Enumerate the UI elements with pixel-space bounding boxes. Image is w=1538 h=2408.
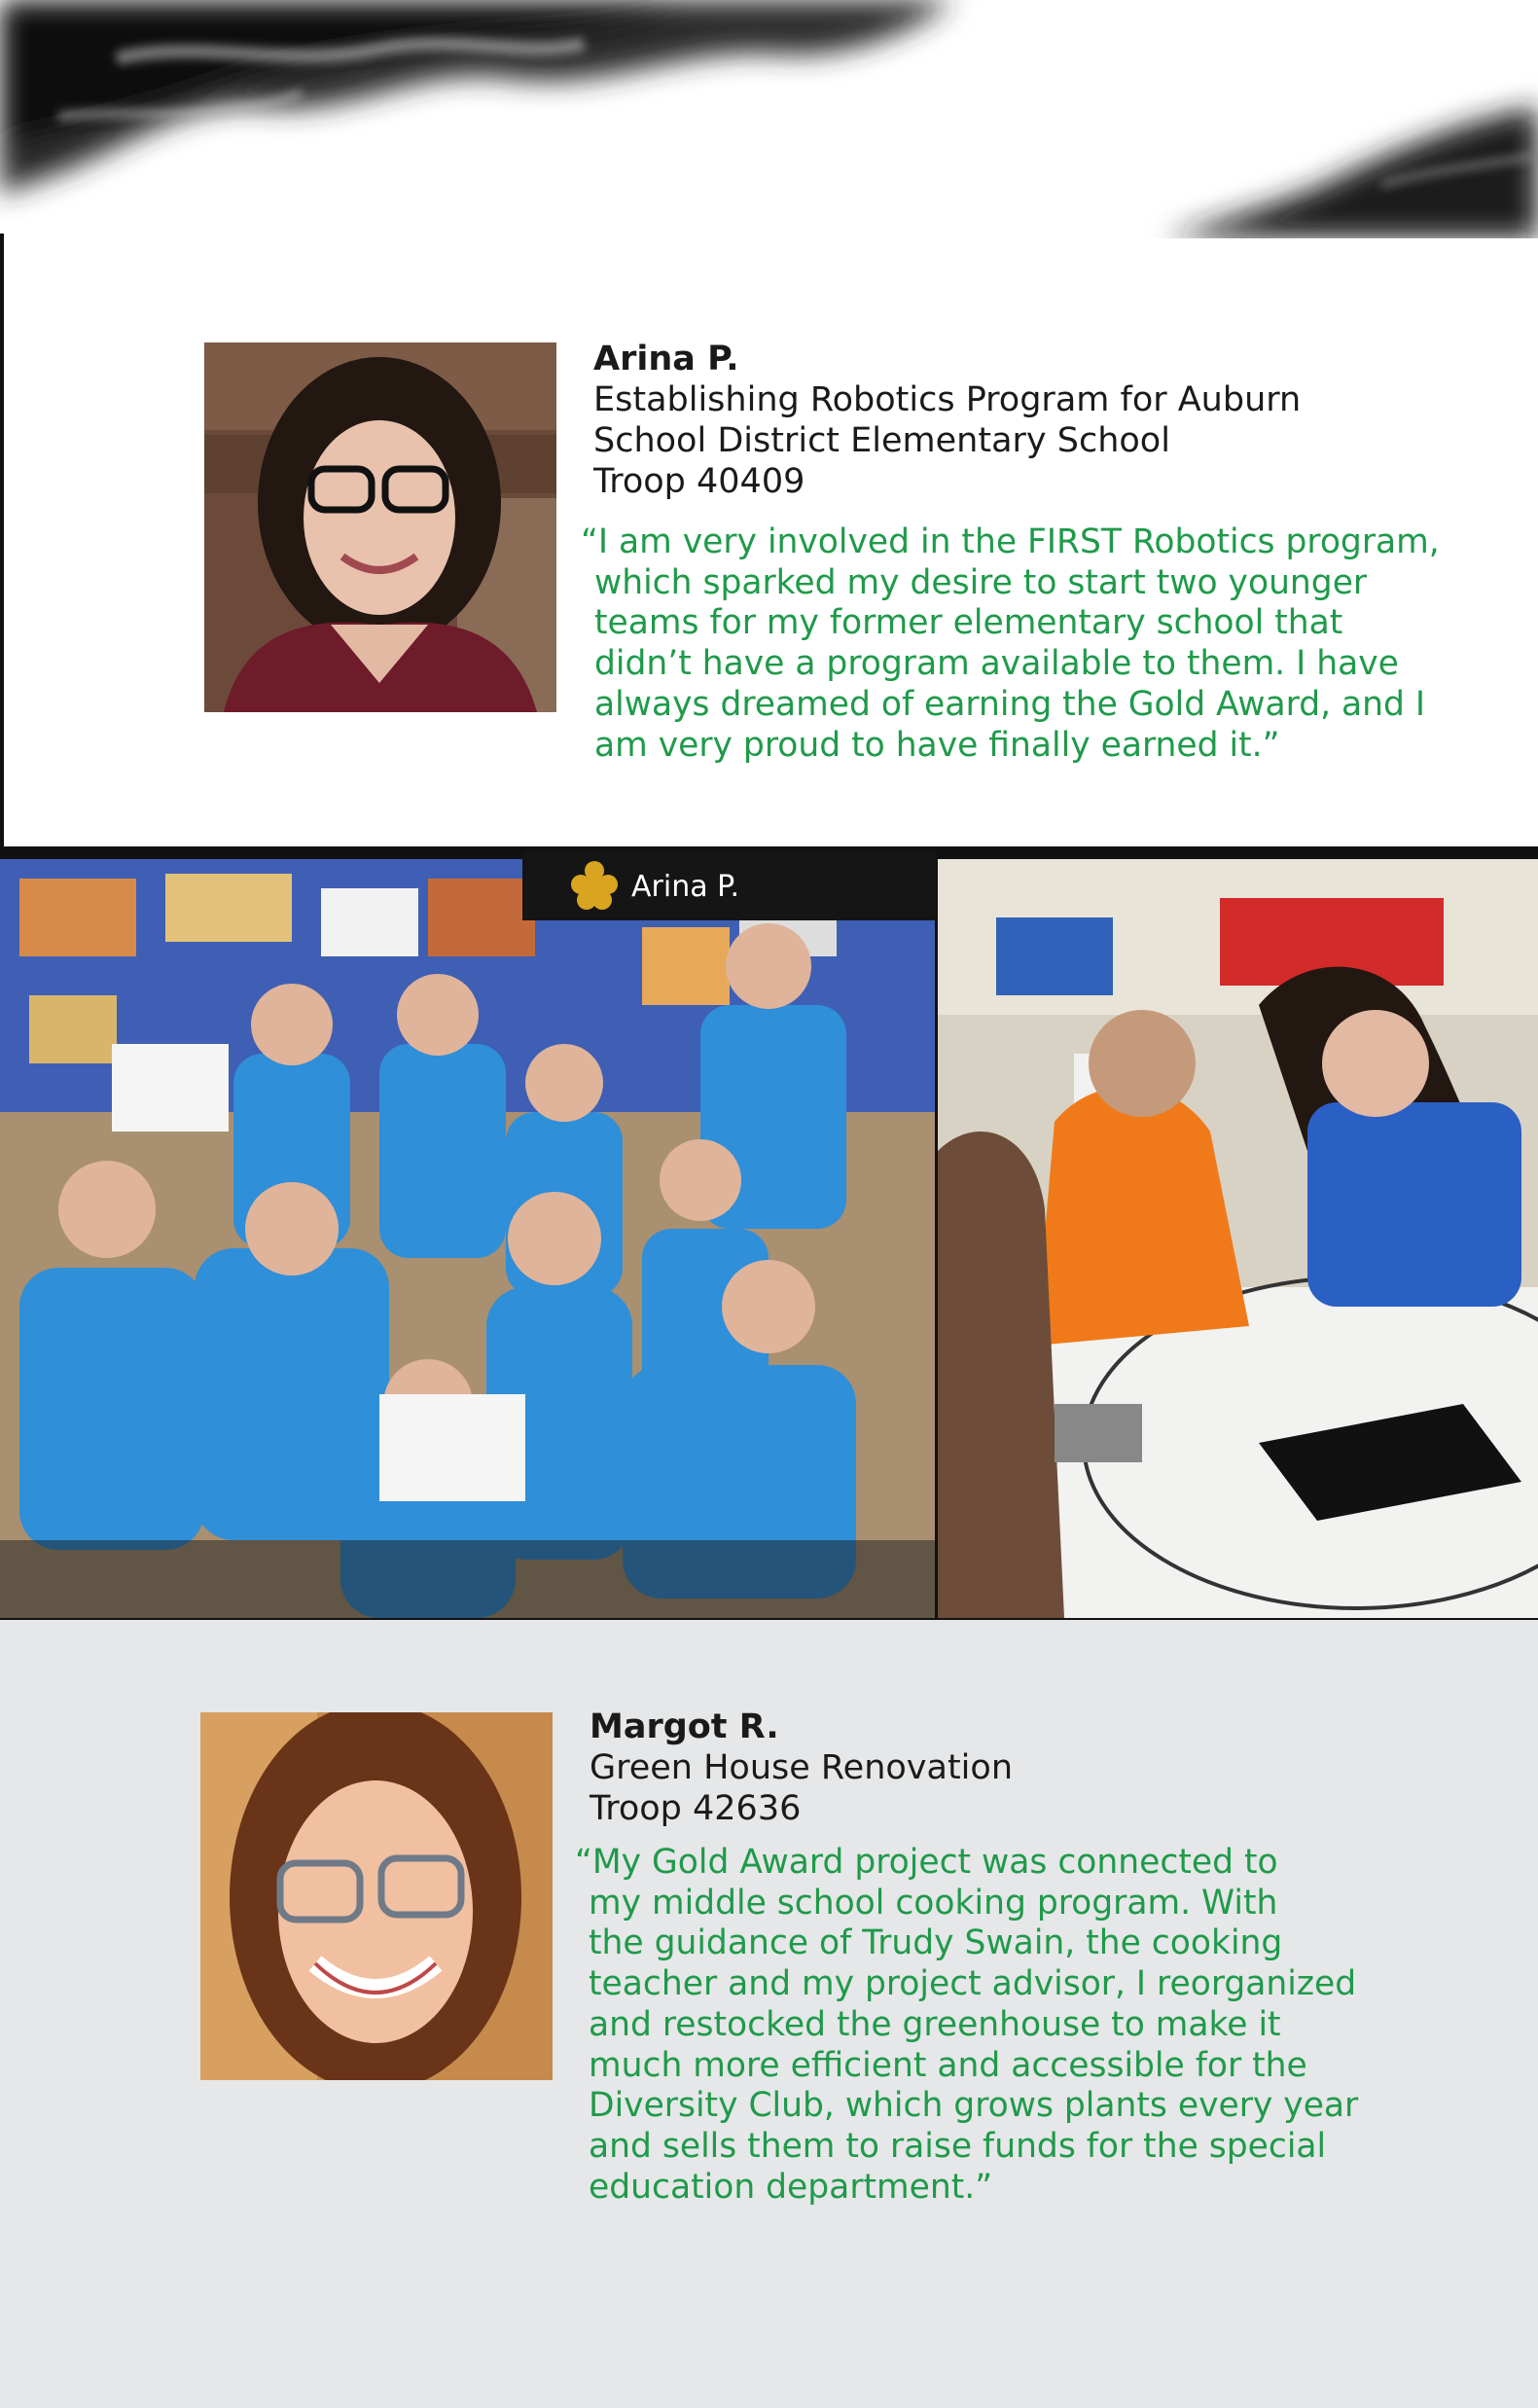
robotics-table-photo — [938, 859, 1538, 1618]
quote-line: and restocked the greenhouse to make it — [589, 2004, 1281, 2044]
quote-line: the guidance of Trudy Swain, the cooking — [589, 1923, 1283, 1963]
quote-line: “My Gold Award project was connected to — [575, 1843, 1278, 1882]
margot-quote — [575, 1843, 1358, 2208]
ink-wash-decoration — [0, 0, 1538, 238]
arina-info — [593, 339, 1301, 502]
margot-portrait — [200, 1712, 553, 2080]
project-title: Establishing Robotics Program for Auburn — [593, 380, 1302, 419]
profile-name: Margot R. — [590, 1707, 779, 1746]
team-group-photo — [0, 859, 935, 1618]
quote-line: teacher and my project advisor, I reorganized — [589, 1964, 1357, 2004]
quote-line: much more efficient and accessible for the — [589, 2045, 1307, 2085]
project-title-continued: School District Elementary School — [593, 421, 1170, 460]
troop-number: Troop 40409 — [593, 462, 805, 501]
left-edge-rule — [0, 234, 4, 846]
quote-line: my middle school cooking program. With — [589, 1883, 1278, 1923]
quote-line: always dreamed of earning the Gold Award, and I — [594, 684, 1426, 724]
quote-line: didn’t have a program available to them. I have — [594, 644, 1399, 684]
quote-line: “I am very involved in the FIRST Robotics program, — [581, 522, 1440, 561]
project-title: Green House Renovation — [590, 1748, 1014, 1787]
troop-number: Troop 42636 — [590, 1789, 802, 1828]
quote-line: which sparked my desire to start two younger — [594, 562, 1368, 602]
photo-caption-tag — [522, 852, 936, 920]
arina-portrait — [204, 342, 556, 712]
trefoil-icon — [563, 855, 626, 917]
margot-info — [590, 1707, 1013, 1829]
quote-line: teams for my former elementary school that — [594, 603, 1343, 643]
arina-quote — [581, 522, 1440, 766]
quote-line: Diversity Club, which grows plants every year — [589, 2086, 1359, 2126]
profile-name: Arina P. — [593, 340, 739, 378]
photo-caption-label: Arina P. — [631, 869, 740, 904]
quote-line: am very proud to have finally earned it.” — [594, 725, 1280, 765]
quote-line: and sells them to raise funds for the special — [589, 2126, 1327, 2166]
quote-line: education department.” — [589, 2167, 993, 2207]
